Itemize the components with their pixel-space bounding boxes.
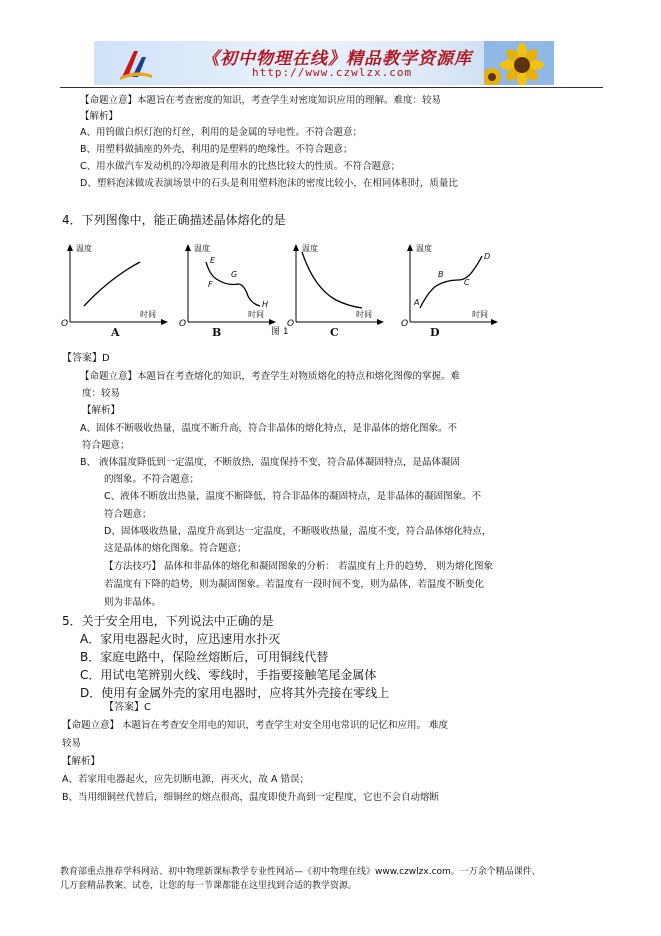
graph-c-x-label: 时间 <box>356 310 372 319</box>
graph-a-y-label: 温度 <box>76 244 92 253</box>
q5-analysis-heading: 【解析】 <box>62 756 101 767</box>
graph-d-y-label: 温度 <box>416 244 432 253</box>
q5-option-a: A．家用电器起火时，应迅速用水扑灭 <box>80 632 281 646</box>
graph-b-point-h: H <box>262 300 269 309</box>
graph-d-x-label: 时间 <box>472 310 488 319</box>
banner-url[interactable]: http://www.czwlzx.com <box>252 66 413 79</box>
q4-question: 4．下列图像中，能正确描述晶体熔化的是 <box>62 213 286 227</box>
banner-title: 《初中物理在线》精品教学资源库 <box>202 49 472 69</box>
q4-analysis-heading: 【解析】 <box>82 405 121 416</box>
q3-line-d: D、塑料泡沫做成表演场景中的石头是利用塑料泡沫的密度比较小，在相同体积时，质量比 <box>80 178 458 189</box>
q3-line-a: A、用钨做白炽灯泡的灯丝，利用的是金属的导电性。不符合题意； <box>80 127 362 138</box>
graph-b-point-g: G <box>231 270 238 279</box>
q5-answer: 【答案】C <box>104 702 151 713</box>
q4-line-c: C、液体不断放出热量，温度不断降低，符合非晶体的凝固特点，是非晶体的凝固图象。不 <box>104 491 482 502</box>
graph-c-origin: O <box>287 319 295 329</box>
q4-line-d-cont: 这是晶体的熔化图象。符合题意； <box>104 543 247 554</box>
q4-method-tip-3: 则为非晶体。 <box>104 597 162 608</box>
q3-analysis-heading: 【解析】 <box>80 111 119 122</box>
graph-b-label: B <box>212 326 222 339</box>
footer-line-1: 教育部重点推荐学科网站、初中物理新课标教学专业性网站—《初中物理在线》www.czwlzx.com。一万余个精品课件、 <box>60 867 541 877</box>
q4-answer: 【答案】D <box>62 353 110 364</box>
q3-line-b: B、用塑料做插座的外壳，利用的是塑料的绝缘性。不符合题意； <box>80 144 353 155</box>
q5-intent-difficulty: 较易 <box>62 738 82 749</box>
q4-intent: 【命题立意】本题旨在考查熔化的知识，考查学生对物质熔化的特点和熔化图像的掌握。难 <box>80 371 461 382</box>
header-banner <box>94 41 554 85</box>
graph-a <box>60 240 170 330</box>
q5-option-b: B．家庭电路中，保险丝熔断后，可用铜线代替 <box>80 650 329 664</box>
graph-d-point-c: C <box>464 278 470 287</box>
q5-line-a: A、若家用电器起火，应先切断电源，再灭火，故 A 错误； <box>62 774 310 785</box>
logo-icon <box>118 47 154 81</box>
q4-intent-difficulty: 度：较易 <box>82 388 121 399</box>
graph-d-label: D <box>430 326 440 339</box>
graph-c <box>286 240 386 330</box>
graph-b-y-label: 温度 <box>194 244 210 253</box>
graph-c-y-label: 温度 <box>302 244 318 253</box>
graph-d-origin: O <box>401 319 409 329</box>
graph-d-point-b: B <box>438 270 444 279</box>
graph-a-x-label: 时间 <box>140 310 156 319</box>
figure-caption: 图 1 <box>271 327 289 337</box>
q5-option-c: C．用试电笔辨别火线、零线时，手指要接触笔尾金属体 <box>80 668 377 682</box>
q4-line-b-cont: 的图象。不符合题意； <box>104 474 200 485</box>
graph-c-label: C <box>330 326 339 339</box>
q4-line-a-cont: 符合题意； <box>82 440 130 451</box>
graph-d <box>400 240 500 330</box>
graph-d-point-a: A <box>414 298 420 307</box>
graph-b-x-label: 时间 <box>248 310 264 319</box>
footer-line-2: 几万套精品教案、试卷，让您的每一节课都能在这里找到合适的教学资源。 <box>60 881 358 891</box>
graph-b <box>178 240 278 330</box>
q3-intent: 【命题立意】本题旨在考查密度的知识，考查学生对密度知识应用的理解。难度：较易 <box>80 95 442 106</box>
graph-a-label: A <box>111 326 120 339</box>
q4-line-b: B、 液体温度降低到一定温度，不断放热，温度保持不变，符合晶体凝固特点，是晶体凝固 <box>80 457 461 468</box>
graph-b-point-e: E <box>210 256 216 265</box>
q4-line-c-cont: 符合题意； <box>104 509 152 520</box>
graph-a-origin: O <box>61 319 69 329</box>
q5-intent: 【命题立意】 本题旨在考查安全用电的知识，考查学生对安全用电常识的记忆和应用。 难度 <box>62 720 449 731</box>
header-rule <box>60 87 603 88</box>
q4-line-a: A、固体不断吸收热量，温度不断升高，符合非晶体的熔化特点，是非晶体的熔化图象。不 <box>80 423 457 434</box>
graph-b-origin: O <box>179 319 187 329</box>
q3-line-c: C、用水做汽车发动机的冷却液是利用水的比热比较大的性质。不符合题意； <box>80 161 401 172</box>
q4-method-tip-2: 若温度有下降的趋势，则为凝固图象。若温度有一段时间不变，则为晶体，若温度不断变化 <box>104 579 485 590</box>
q4-line-d: D、固体吸收热量，温度升高到达一定温度，不断吸收热量，温度不变，符合晶体熔化特点， <box>104 526 492 537</box>
graph-d-point-d: D <box>484 252 491 261</box>
sunflower-icon <box>484 41 554 85</box>
q4-method-tip: 【方法技巧】 晶体和非晶体的熔化和凝固图象的分析： 若温度有上升的趋势， 则为熔化图象 <box>104 561 494 572</box>
q5-option-d: D．使用有金属外壳的家用电器时，应将其外壳接在零线上 <box>80 686 390 700</box>
q5-question: 5．关于安全用电，下列说法中正确的是 <box>62 614 274 628</box>
graph-b-point-f: F <box>208 280 213 289</box>
q5-line-b: B、当用细铜丝代替后，细铜丝的熔点很高，温度即使升高到一定程度，它也不会自动熔断 <box>62 792 440 803</box>
